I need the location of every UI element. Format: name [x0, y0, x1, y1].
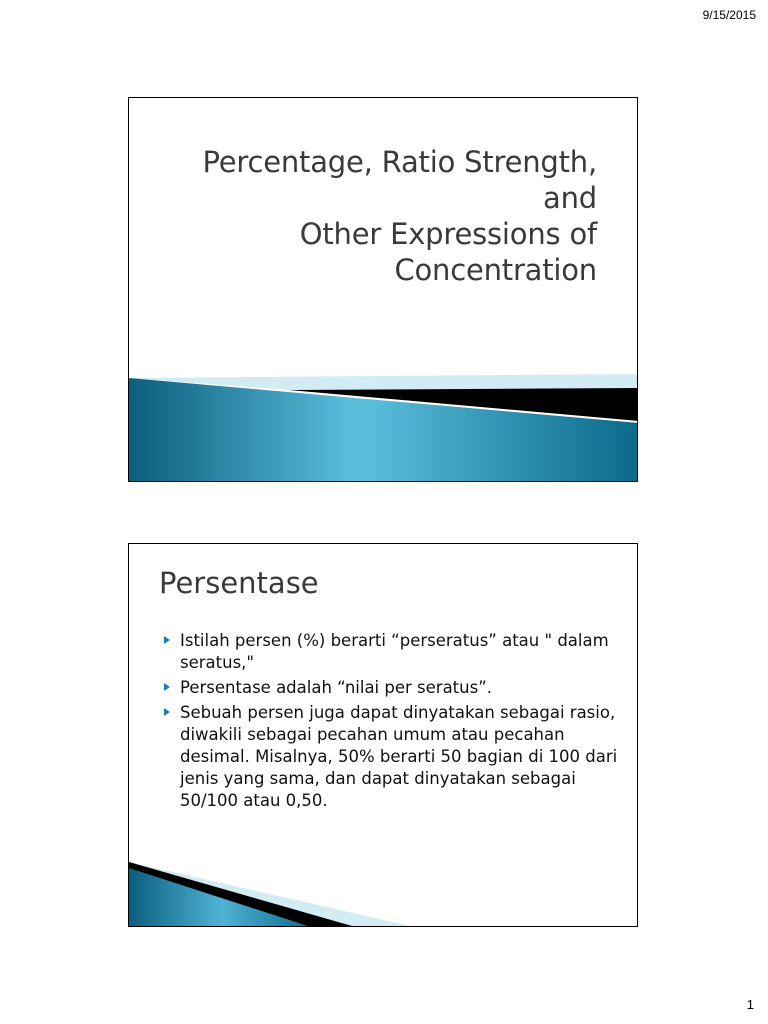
page-number: 1	[746, 997, 754, 1012]
triangle-bullet-icon	[164, 683, 170, 691]
page-date: 9/15/2015	[702, 8, 756, 22]
slide-1-title	[157, 144, 597, 288]
bullet-text: Sebuah persen juga dapat dinyatakan sebagai rasio, diwakili sebagai pecahan umum atau pecahan desimal. Misalnya, 50% berarti 50 bagian di 100 dari jenis yang sama, dan dapat dinyatakan sebagai 50/100 atau 0,50.	[180, 703, 618, 810]
title-line: Concentration	[394, 253, 597, 287]
triangle-bullet-icon	[164, 708, 170, 716]
bullet-list	[161, 630, 621, 815]
title-line: and	[543, 181, 597, 215]
slide-1	[128, 97, 638, 482]
slide-2-title: Persentase	[159, 566, 319, 600]
title-line: Other Expressions of	[299, 217, 597, 251]
list-item	[161, 630, 621, 674]
title-line: Percentage, Ratio Strength,	[202, 145, 597, 179]
triangle-bullet-icon	[164, 636, 170, 644]
slide-2	[128, 543, 638, 927]
list-item	[161, 677, 621, 699]
list-item	[161, 702, 621, 812]
bullet-text: Istilah persen (%) berarti “perseratus” atau " dalam seratus,"	[180, 631, 609, 672]
bullet-text: Persentase adalah “nilai per seratus”.	[180, 678, 492, 697]
